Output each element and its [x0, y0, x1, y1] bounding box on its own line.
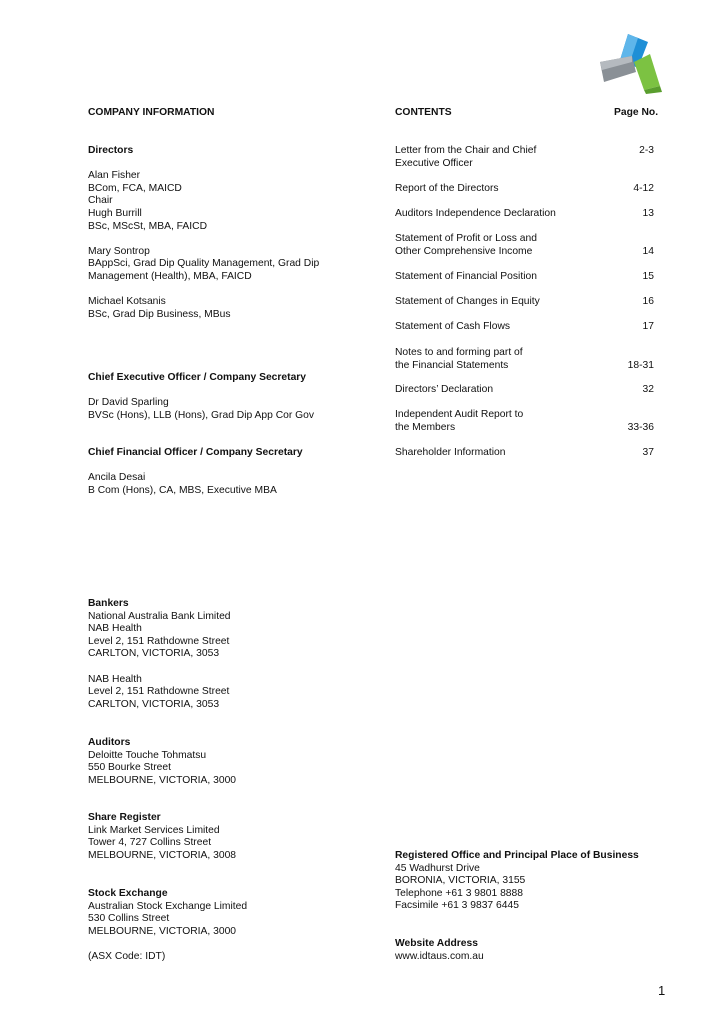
toc-entry[interactable]	[395, 409, 654, 434]
toc-entry-page: 14	[642, 245, 654, 257]
ceo-section	[88, 372, 314, 422]
registered-office-heading: Registered Office and Principal Place of Business	[395, 850, 639, 861]
stock-exchange-section	[88, 888, 247, 964]
toc-entry[interactable]	[395, 145, 654, 170]
company-logo-icon	[598, 32, 664, 94]
toc-entry-title: Statement of Financial Position	[395, 271, 537, 282]
toc-entry[interactable]	[395, 183, 654, 196]
auditors-line: MELBOURNE, VICTORIA, 3000	[88, 774, 237, 786]
directors-heading: Directors	[88, 145, 134, 156]
auditors-section	[88, 737, 236, 787]
toc-entry[interactable]	[395, 447, 654, 460]
toc-entry-page: 32	[642, 384, 654, 395]
directors-section	[88, 145, 351, 321]
bankers-line: CARLTON, VICTORIA, 3053	[88, 648, 220, 660]
toc-entry-page: 17	[642, 321, 654, 332]
toc-entry-page: 18-31	[627, 359, 654, 371]
toc-entry-page: 2-3	[639, 145, 654, 156]
contents-heading: CONTENTS	[395, 107, 452, 118]
registered-office-line: BORONIA, VICTORIA, 3155	[395, 875, 526, 887]
registered-office-line: 45 Wadhurst Drive	[395, 862, 480, 874]
director-name: Hugh Burrill	[88, 207, 142, 219]
share-register-line: MELBOURNE, VICTORIA, 3008	[88, 849, 237, 861]
toc-entry[interactable]	[395, 347, 654, 372]
cfo-name: Ancila Desai	[88, 472, 146, 484]
toc-entry-page: 15	[642, 271, 654, 282]
website-url[interactable]: www.idtaus.com.au	[395, 950, 484, 962]
toc-entry[interactable]	[395, 321, 654, 334]
page-no-heading: Page No.	[614, 107, 659, 118]
share-register-line: Tower 4, 727 Collins Street	[88, 837, 212, 849]
director-name: Mary Sontrop	[88, 245, 150, 257]
director-quals: BSc, MScSt, MBA, FAICD	[88, 220, 208, 232]
bankers-line: NAB Health	[88, 673, 142, 685]
toc-entry-title: Shareholder Information	[395, 447, 506, 458]
bankers-line: NAB Health	[88, 623, 142, 635]
cfo-quals: B Com (Hons), CA, MBS, Executive MBA	[88, 484, 277, 496]
director-role: Chair	[88, 195, 113, 207]
toc-entry[interactable]	[395, 384, 654, 397]
toc-entry-page: 37	[642, 447, 654, 458]
toc-entry-page: 4-12	[633, 183, 654, 194]
cfo-heading: Chief Financial Officer / Company Secretary	[88, 447, 303, 458]
auditors-heading: Auditors	[88, 737, 131, 748]
toc-entry-title: Auditors Independence Declaration	[395, 208, 556, 219]
stock-exchange-line: MELBOURNE, VICTORIA, 3000	[88, 925, 237, 937]
toc-entry-page: 33-36	[627, 421, 654, 433]
toc-entry-title: the Members	[395, 421, 456, 433]
toc-entry-title: Independent Audit Report to	[395, 409, 524, 420]
toc-entry-title: Statement of Profit or Loss and	[395, 233, 537, 244]
ceo-heading: Chief Executive Officer / Company Secretary	[88, 372, 307, 383]
ceo-quals: BVSc (Hons), LLB (Hons), Grad Dip App Cor Gov	[88, 409, 315, 421]
director-quals: BAppSci, Grad Dip Quality Management, Grad Dip	[88, 258, 320, 270]
page-number: 1	[658, 983, 666, 998]
toc-entry-page: 16	[642, 296, 654, 307]
stock-exchange-line: Australian Stock Exchange Limited	[88, 900, 248, 912]
toc-entry-title: Report of the Directors	[395, 183, 499, 194]
bankers-heading: Bankers	[88, 598, 129, 609]
director-name: Michael Kotsanis	[88, 296, 166, 308]
bankers-line: CARLTON, VICTORIA, 3053	[88, 698, 220, 710]
ceo-name: Dr David Sparling	[88, 397, 169, 409]
toc-entry-title: Directors’ Declaration	[395, 384, 494, 395]
share-register-heading: Share Register	[88, 812, 161, 823]
registered-office-section	[395, 850, 639, 913]
stock-exchange-line: 530 Collins Street	[88, 913, 170, 925]
director-quals: BCom, FCA, MAICD	[88, 182, 182, 194]
toc-entry-title: Executive Officer	[395, 157, 473, 169]
toc-entry[interactable]	[395, 271, 654, 284]
share-register-line: Link Market Services Limited	[88, 824, 220, 836]
company-information-heading: COMPANY INFORMATION	[88, 107, 215, 118]
toc-entry-page: 13	[642, 208, 654, 219]
toc-entry[interactable]	[395, 296, 654, 309]
toc-entry-title: the Financial Statements	[395, 359, 509, 371]
toc-entry-title: Statement of Changes in Equity	[395, 296, 540, 307]
director-quals: BSc, Grad Dip Business, MBus	[88, 308, 231, 320]
stock-exchange-heading: Stock Exchange	[88, 888, 168, 899]
website-heading: Website Address	[395, 938, 478, 949]
toc-entry-title: Statement of Cash Flows	[395, 321, 511, 332]
director-name: Alan Fisher	[88, 170, 141, 182]
director-quals: Management (Health), MBA, FAICD	[88, 270, 252, 282]
toc-entry[interactable]	[395, 233, 654, 258]
toc-entry[interactable]	[395, 208, 654, 221]
bankers-section	[88, 598, 231, 711]
website-section	[395, 938, 484, 963]
auditors-line: 550 Bourke Street	[88, 762, 171, 774]
asx-code: (ASX Code: IDT)	[88, 950, 166, 962]
share-register-section	[88, 812, 236, 862]
registered-office-line: Telephone +61 3 9801 8888	[395, 887, 523, 899]
toc-entry-title: Notes to and forming part of	[395, 347, 523, 358]
toc-entry-title: Letter from the Chair and Chief	[395, 145, 537, 156]
cfo-section	[88, 447, 303, 497]
bankers-line: National Australia Bank Limited	[88, 610, 231, 622]
toc-entry-title: Other Comprehensive Income	[395, 245, 533, 257]
bankers-line: Level 2, 151 Rathdowne Street	[88, 635, 230, 647]
registered-office-line: Facsimile +61 3 9837 6445	[395, 900, 519, 912]
bankers-line: Level 2, 151 Rathdowne Street	[88, 686, 230, 698]
auditors-line: Deloitte Touche Tohmatsu	[88, 749, 207, 761]
